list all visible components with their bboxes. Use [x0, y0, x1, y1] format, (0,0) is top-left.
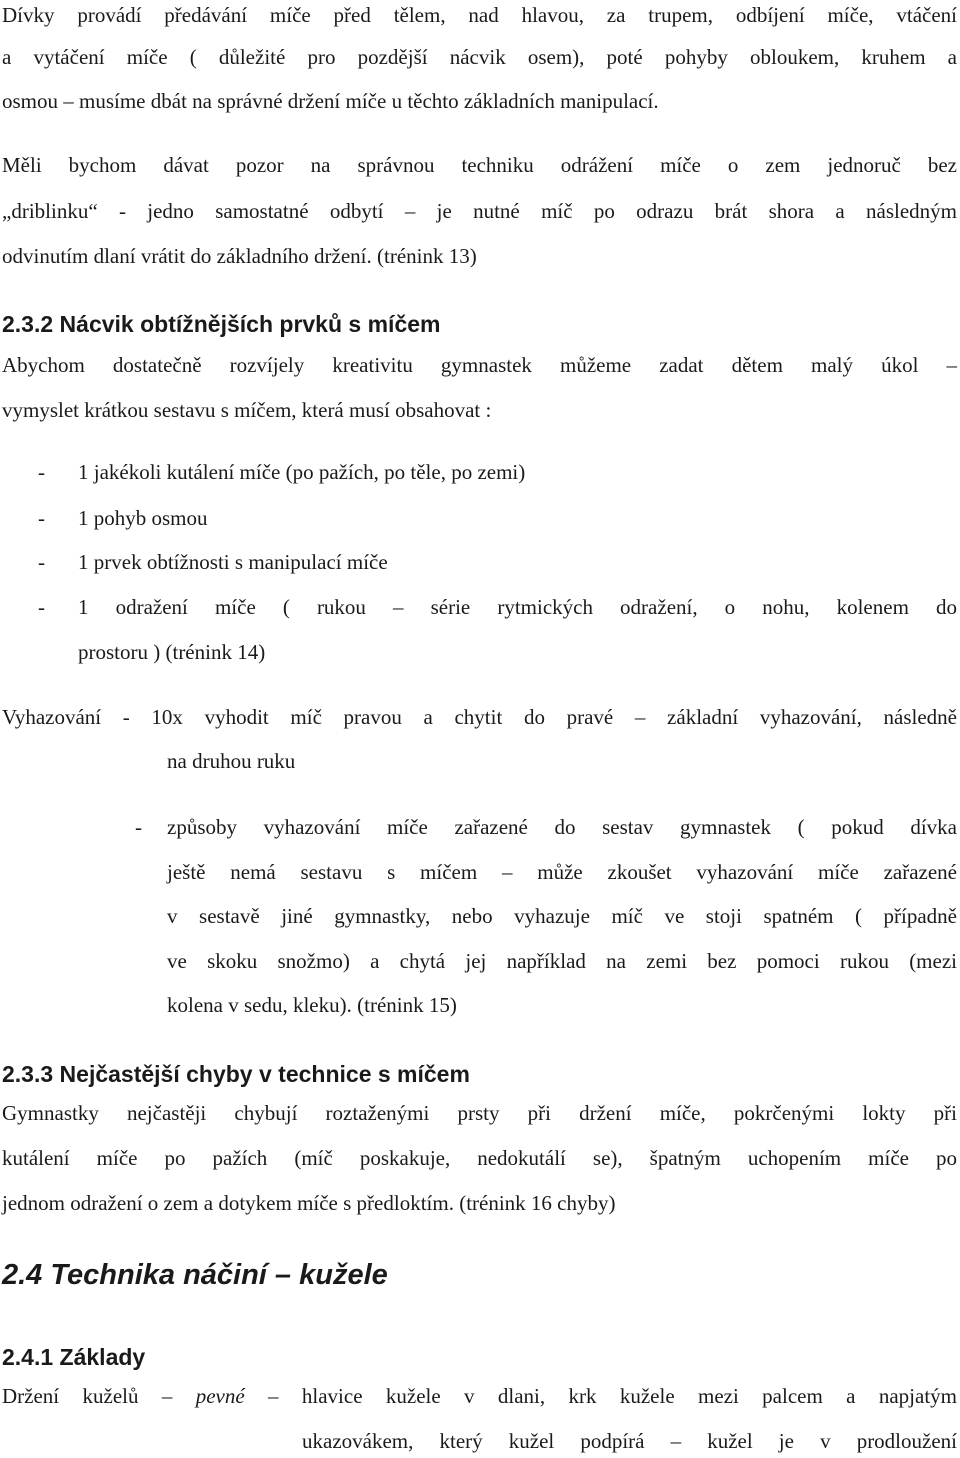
- chapter-heading-2-4: 2.4 Technika náčiní – kužele: [2, 1259, 388, 1291]
- list-bullet: -: [38, 460, 45, 484]
- text-line: ve skoku snožmo) a chytá jej například na zemi bez pomoci rukou (mezi: [167, 949, 957, 973]
- list-item: 1 pohyb osmou: [78, 506, 208, 530]
- text-line: Gymnastky nejčastěji chybují roztaženými prsty při držení míče, pokrčenými lokty při: [2, 1101, 957, 1125]
- section-heading-2-3-2: 2.3.2 Nácvik obtížnějších prvků s míčem: [2, 311, 441, 337]
- text-line: Vyhazování - 10x vyhodit míč pravou a chytit do pravé – základní vyhazování, následně: [2, 705, 957, 729]
- text-line: Dívky provádí předávání míče před tělem, nad hlavou, za trupem, odbíjení míče, vtáčení: [2, 3, 957, 27]
- text-line: Abychom dostatečně rozvíjely kreativitu gymnastek můžeme zadat dětem malý úkol –: [2, 353, 957, 377]
- list-bullet: -: [38, 506, 45, 530]
- text-fragment: – hlavice kužele v dlani, krk kužele mezi palcem a napjatým: [244, 1384, 957, 1408]
- emphasis-text: pevné: [195, 1384, 245, 1408]
- text-line: odvinutím dlaní vrátit do základního držení. (trénink 13): [2, 244, 477, 268]
- text-line: kolena v sedu, kleku). (trénink 15): [167, 993, 457, 1017]
- text-fragment: Držení kuželů –: [2, 1384, 196, 1408]
- list-item-continued: prostoru ) (trénink 14): [78, 640, 266, 664]
- list-bullet: -: [38, 595, 45, 619]
- section-heading-2-4-1: 2.4.1 Základy: [2, 1344, 146, 1370]
- list-item: 1 prvek obtížnosti s manipulací míče: [78, 550, 388, 574]
- text-line: a vytáčení míče ( důležité pro pozdější nácvik osem), poté pohyby obloukem, kruhem a: [2, 45, 957, 69]
- text-line: „driblinku“ - jedno samostatné odbytí – je nutné míč po odrazu brát shora a následným: [2, 199, 957, 223]
- list-item: 1 odražení míče ( rukou – série rytmických odražení, o nohu, kolenem do: [78, 595, 957, 619]
- list-bullet: -: [38, 550, 45, 574]
- text-line: vymyslet krátkou sestavu s míčem, která musí obsahovat :: [2, 398, 492, 422]
- text-line: ještě nemá sestavu s míčem – může zkoušet vyhazování míče zařazené: [167, 860, 957, 884]
- list-item: 1 jakékoli kutálení míče (po pažích, po těle, po zemi): [78, 460, 526, 484]
- text-line: ukazovákem, který kužel podpírá – kužel je v prodloužení: [302, 1429, 957, 1453]
- text-line: jednom odražení o zem a dotykem míče s předloktím. (trénink 16 chyby): [2, 1191, 616, 1215]
- text-line: Měli bychom dávat pozor na správnou techniku odrážení míče o zem jednoruč bez: [2, 153, 957, 177]
- text-line: způsoby vyhazování míče zařazené do sestav gymnastek ( pokud dívka: [167, 815, 957, 839]
- text-line: v sestavě jiné gymnastky, nebo vyhazuje míč ve stoji spatném ( případně: [167, 904, 957, 928]
- text-line: na druhou ruku: [167, 749, 296, 773]
- list-bullet: -: [135, 815, 142, 839]
- text-line: kutálení míče po pažích (míč poskakuje, nedokutálí se), špatným uchopením míče po: [2, 1146, 957, 1170]
- text-line: osmou – musíme dbát na správné držení míče u těchto základních manipulací.: [2, 89, 659, 113]
- section-heading-2-3-3: 2.3.3 Nejčastější chyby v technice s míčem: [2, 1061, 470, 1087]
- text-line: [2, 1381, 957, 1411]
